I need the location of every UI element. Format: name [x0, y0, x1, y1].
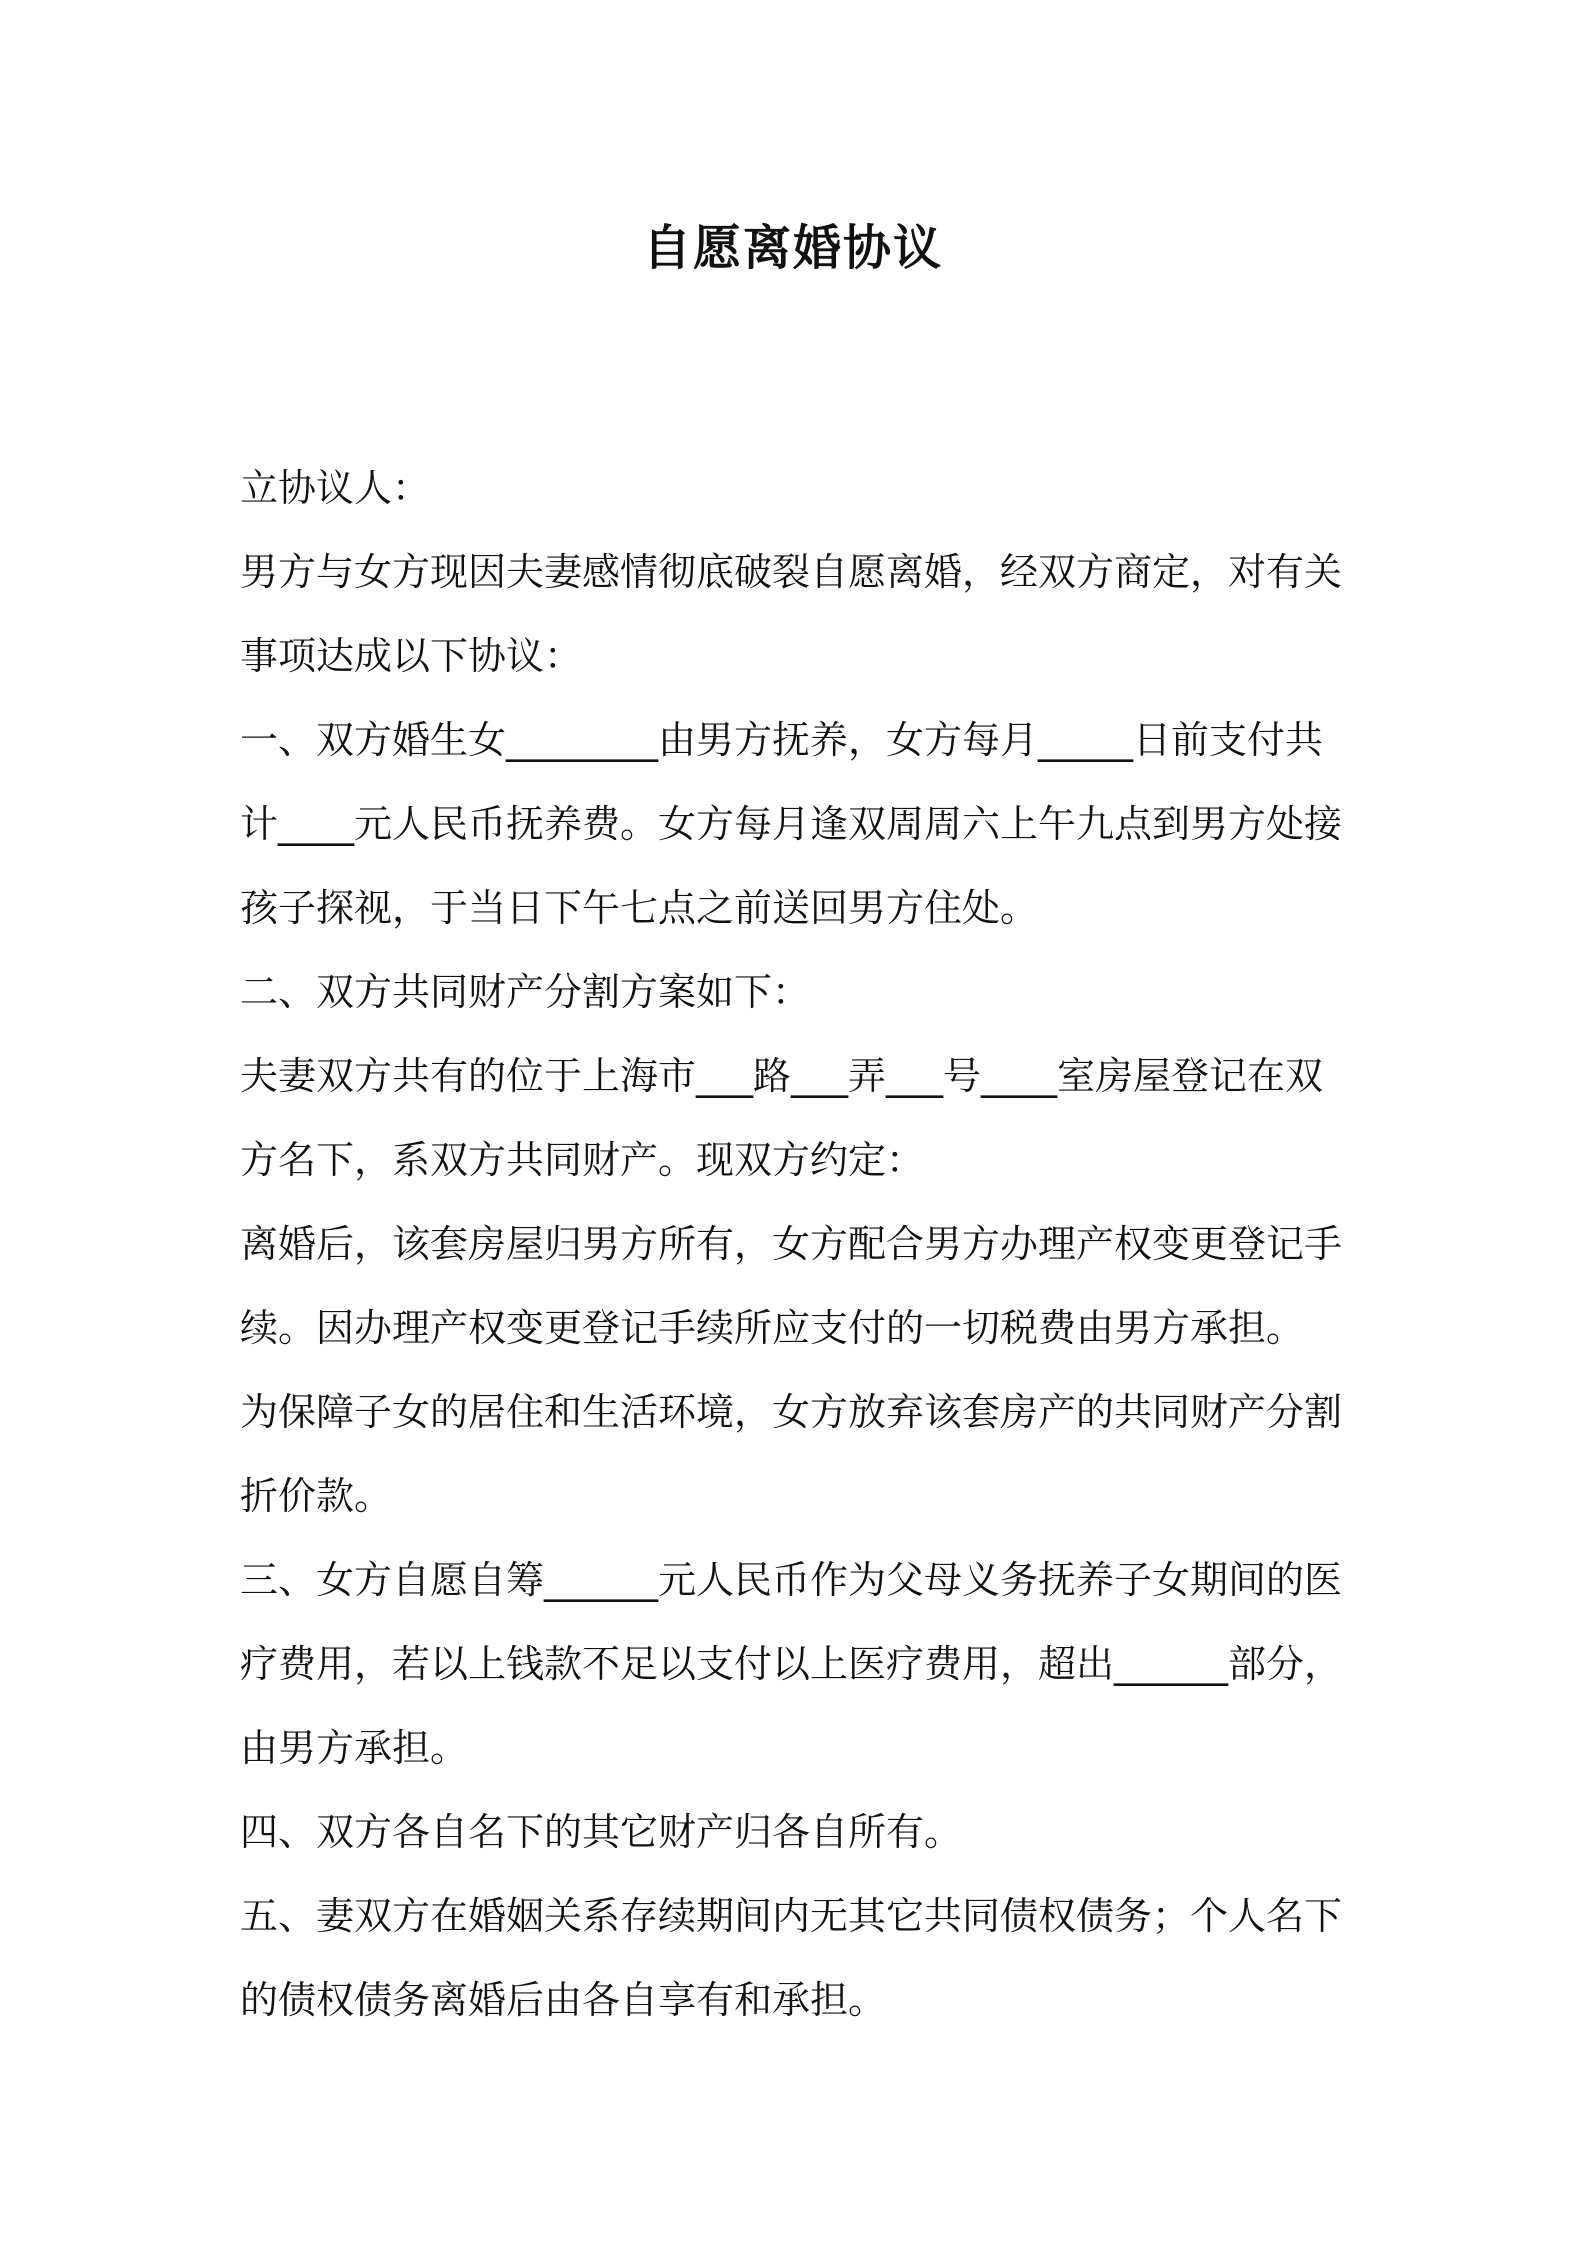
paragraph-article-1: 一、双方婚生女________由男方抚养，女方每月_____日前支付共计____元人民币抚养费。女方每月逢双周周六上午九点到男方处接孩子探视，于当日下午七点之前送回男方住处。	[240, 718, 1343, 930]
paragraph-article-4: 四、双方各自名下的其它财产归各自所有。	[240, 1810, 963, 1854]
paragraph-article-5: 五、妻双方在婚姻关系存续期间内无其它共同债权债务；个人名下的债权债务离婚后由各自享有和承担。	[240, 1894, 1343, 2022]
paragraph-property-description: 夫妻双方共有的位于上海市___路___弄___号____室房屋登记在双方名下，系双方共同财产。现双方约定：	[240, 1054, 1324, 1182]
paragraph-article-3: 三、女方自愿自筹______元人民币作为父母义务抚养子女期间的医疗费用，若以上钱款不足以支付以上医疗费用，超出______部分，由男方承担。	[240, 1558, 1343, 1770]
document-body	[240, 446, 1360, 2042]
paragraph-article-2-heading: 二、双方共同财产分割方案如下：	[240, 970, 811, 1014]
paragraph-property-ownership: 离婚后，该套房屋归男方所有，女方配合男方办理产权变更登记手续。因办理产权变更登记手续所应支付的一切税费由男方承担。	[240, 1222, 1343, 1350]
paragraph-property-waiver: 为保障子女的居住和生活环境，女方放弃该套房产的共同财产分割折价款。	[240, 1390, 1343, 1518]
paragraph-parties: 立协议人：	[240, 466, 431, 510]
document-title: 自愿离婚协议	[642, 220, 943, 276]
paragraph-preamble: 男方与女方现因夫妻感情彻底破裂自愿离婚，经双方商定，对有关事项达成以下协议：	[240, 550, 1343, 678]
